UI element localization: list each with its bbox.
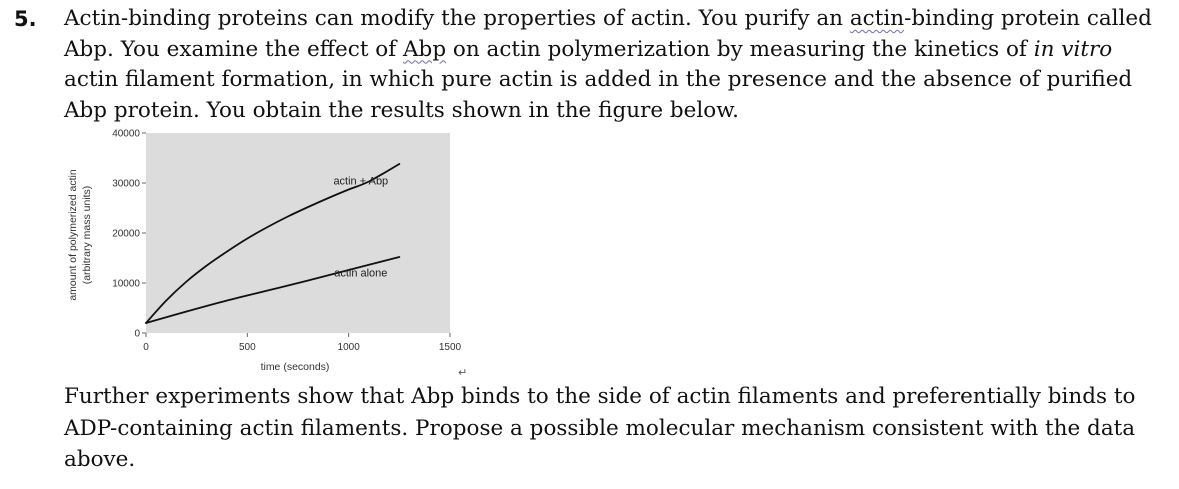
question-text	[64, 4, 1169, 126]
question-number: 5.	[14, 7, 37, 31]
y-axis-label: amount of polymerized actin	[67, 169, 79, 301]
y-tick-label: 40000	[112, 128, 140, 140]
series-label-actin-abp: actin + Abp	[333, 175, 389, 188]
question-text-part-3: -binding protein called Abp. You examine the effect of	[64, 6, 1152, 62]
y-tick-label: 10000	[112, 278, 140, 290]
followup-text: Further experiments show that Abp binds to the side of actin filaments and preferentially binds to ADP-containing actin filaments. Propose a possible molecular mechanism consistent with the data above.	[64, 384, 1136, 472]
y-axis-label-units: (arbitrary mass units)	[81, 185, 93, 285]
x-axis-label: time (seconds)	[260, 361, 330, 373]
x-tick-label: 500	[238, 342, 256, 353]
kinetics-chart	[60, 124, 480, 380]
x-axis-ticks	[143, 333, 461, 353]
plot-background	[146, 133, 450, 333]
spellcheck-word-actin: actin	[849, 6, 905, 31]
y-tick-label: 0	[134, 328, 140, 340]
y-tick-label: 30000	[112, 178, 140, 190]
spellcheck-word-abp: Abp	[403, 36, 447, 62]
y-axis-ticks	[112, 129, 146, 340]
paragraph-return-mark: ↵	[458, 366, 468, 379]
question-text-part-7: actin filament formation, in which pure actin is added in the presence and the absence of purified Abp protein. You obtain the results shown in the figure below.	[64, 67, 1133, 123]
x-tick-label: 0	[143, 342, 149, 353]
x-tick-label: 1000	[337, 342, 360, 353]
kinetics-chart-svg	[60, 124, 480, 380]
in-vitro-italic: in vitro	[1033, 36, 1113, 62]
question-text-part-1: Actin-binding proteins can modify the properties of actin. You purify an	[64, 6, 850, 31]
question-text-part-5: on actin polymerization by measuring the kinetics of	[446, 36, 1034, 62]
y-tick-label: 20000	[112, 228, 140, 240]
x-tick-label: 1500	[438, 342, 462, 353]
series-label-actin-alone: actin alone	[334, 267, 388, 280]
